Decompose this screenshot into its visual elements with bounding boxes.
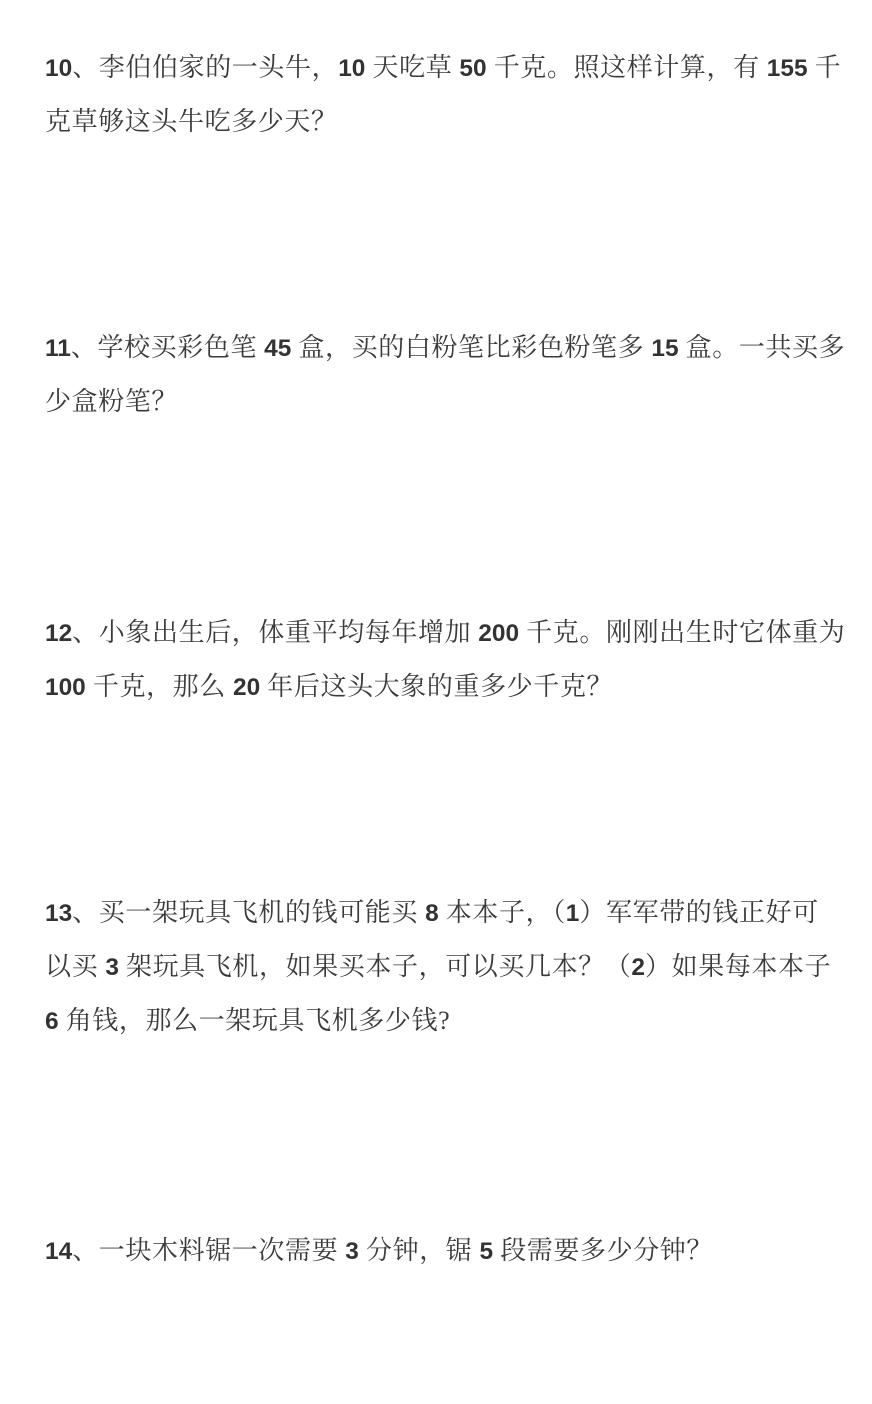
problem-10 [45,41,842,148]
problem-13-line-3: 6 角钱，那么一架玩具飞机多少钱? [45,1006,451,1035]
problem-14-line-1: 14、一块木料锯一次需要 3 分钟，锯 5 段需要多少分钟？ [45,1236,713,1265]
problem-12 [45,606,846,714]
problem-12-line-2: 100 千克，那么 20 年后这头大象的重多少千克？ [45,672,614,701]
problem-13-line-2: 以买 3 架玩具飞机，如果买本子，可以买几本？（2）如果每本本子 [45,952,832,981]
problem-10-line-1: 10、李伯伯家的一头牛，10 天吃草 50 千克。照这样计算，有 155 千 [45,53,842,82]
problem-13-line-1: 13、买一架玩具飞机的钱可能买 8 本本子，（1）军军带的钱正好可 [45,898,819,927]
problem-13 [45,886,832,1048]
problem-12-line-1: 12、小象出生后，体重平均每年增加 200 千克。刚刚出生时它体重为 [45,618,846,647]
problem-11-line-2: 少盒粉笔？ [45,387,179,416]
problem-11-line-1: 11、学校买彩色笔 45 盒，买的白粉笔比彩色粉笔多 15 盒。一共买多 [45,333,846,362]
problem-11 [45,321,846,428]
problem-14 [45,1224,824,1278]
problem-10-line-2: 克草够这头牛吃多少天？ [45,107,338,136]
